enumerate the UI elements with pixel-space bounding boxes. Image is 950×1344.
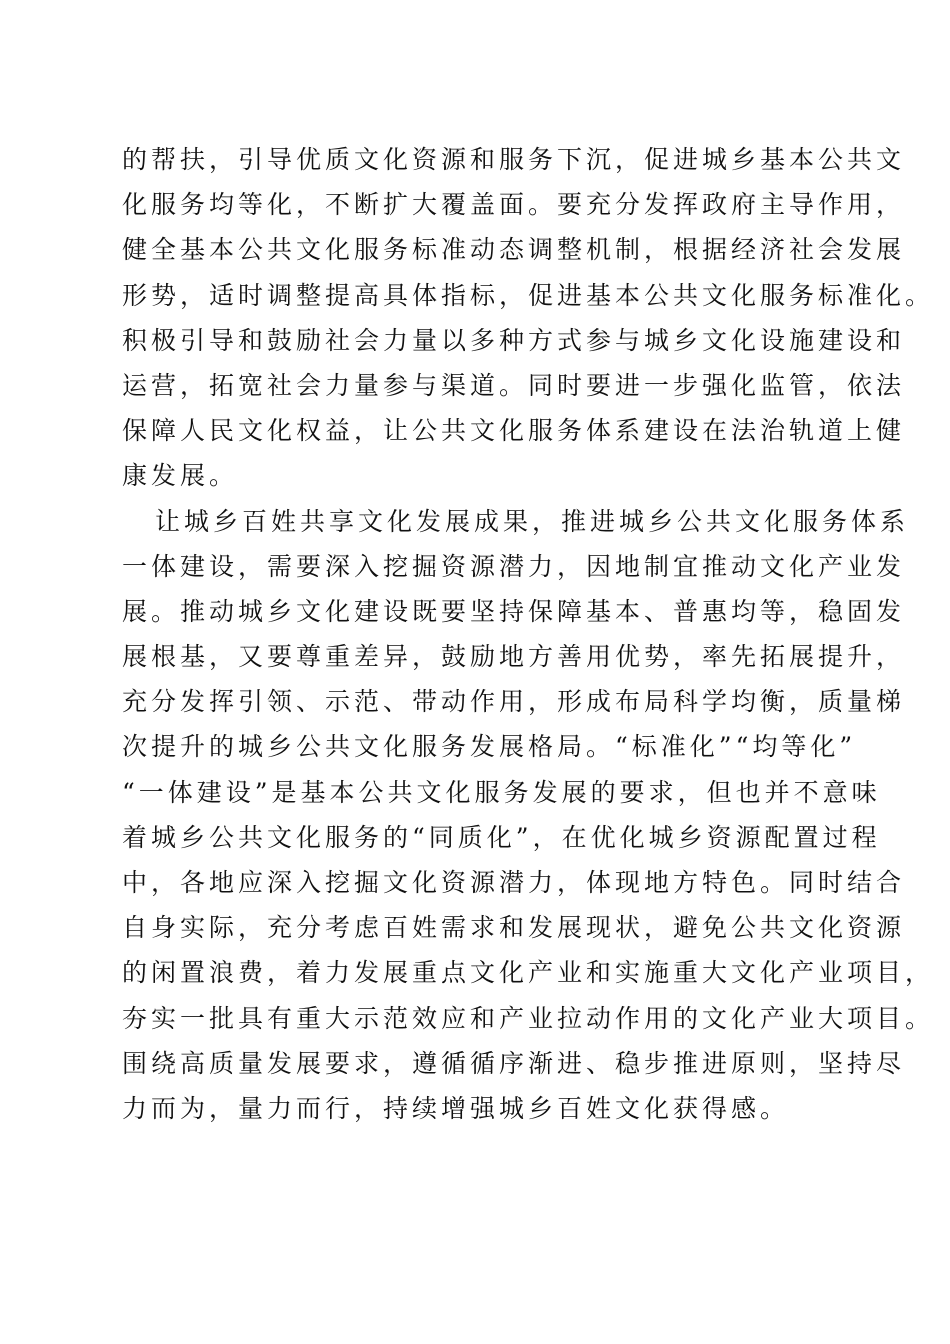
paragraph-1 [122,137,935,499]
text-line: 保障人民文化权益，让公共文化服务体系建设在法治轨道上健 [122,416,906,446]
text-line: 充分发挥引领、示范、带动作用，形成布局科学均衡，质量梯 [122,687,906,717]
text-line: 力而为，量力而行，持续增强城乡百姓文化获得感。 [122,1093,790,1123]
text-line: 围绕高质量发展要求，遵循循序渐进、稳步推进原则，坚持尽 [122,1048,906,1078]
text-line: 自身实际，充分考虑百姓需求和发展现状，避免公共文化资源 [122,913,906,943]
text-line: 康发展。 [122,461,239,491]
text-line: 运营，拓宽社会力量参与渠道。同时要进一步强化监管，依法 [122,370,906,400]
paragraph-2 [122,499,935,1132]
text-line: 的闲置浪费，着力发展重点文化产业和实施重大文化产业项目， [122,958,935,988]
text-line: 积极引导和鼓励社会力量以多种方式参与城乡文化设施建设和 [122,325,906,355]
text-line: 着城乡公共文化服务的“同质化”，在优化城乡资源配置过程 [122,822,881,852]
text-line: 的帮扶，引导优质文化资源和服务下沉，促进城乡基本公共文 [122,145,906,174]
text-line: 中，各地应深入挖掘文化资源潜力，体现地方特色。同时结合 [122,868,906,897]
text-line: 化服务均等化，不断扩大覆盖面。要充分发挥政府主导作用， [122,190,906,220]
text-line: 展。推动城乡文化建设既要坚持保障基本、普惠均等，稳固发 [122,596,906,626]
text-line: 形势，适时调整提高具体指标，促进基本公共文化服务标准化。 [122,280,935,310]
text-line: 次提升的城乡公共文化服务发展格局。“标准化”“均等化” [122,732,857,762]
text-line: “一体建设”是基本公共文化服务发展的要求，但也并不意味 [122,777,881,807]
text-line: 健全基本公共文化服务标准动态调整机制，根据经济社会发展 [122,235,906,265]
text-line: 夯实一批具有重大示范效应和产业拉动作用的文化产业大项目。 [122,1003,935,1033]
document-body [122,137,935,1131]
text-line: 让城乡百姓共享文化发展成果，推进城乡公共文化服务体系 [155,506,910,536]
text-line: 展根基，又要尊重差异，鼓励地方善用优势，率先拓展提升， [122,642,906,672]
text-line: 一体建设，需要深入挖掘资源潜力，因地制宜推动文化产业发 [122,551,906,581]
